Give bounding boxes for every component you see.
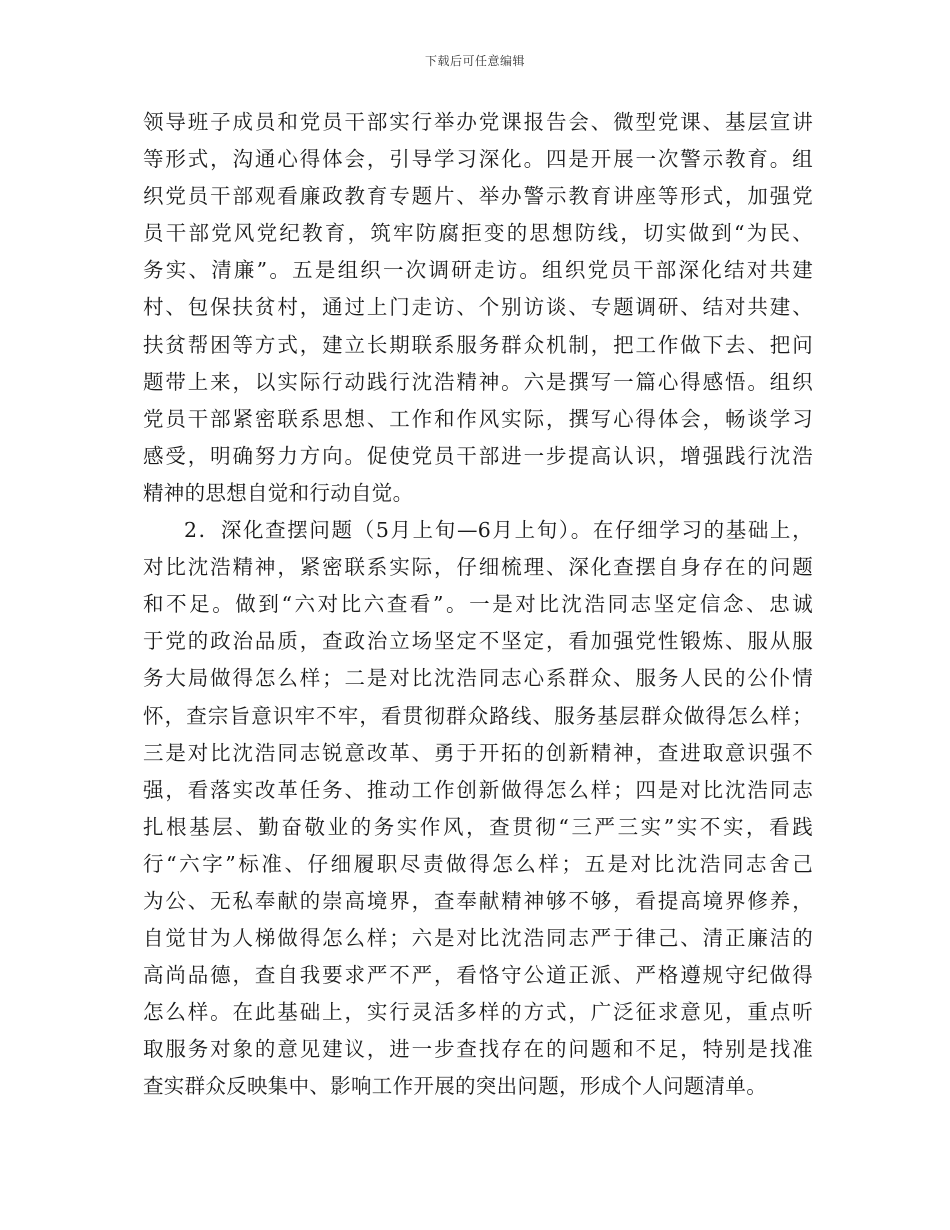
text-line: 怀，查宗旨意识牢不牢，看贯彻群众路线、服务基层群众做得怎么样； — [143, 703, 813, 728]
text-line: 扶贫帮困等方式，建立长期联系服务群众机制，把工作做下去、把问 — [143, 332, 813, 357]
text-line: 员干部党风党纪教育，筑牢防腐拒变的思想防线，切实做到“为民、 — [143, 221, 813, 246]
text-line: 务大局做得怎么样；二是对比沈浩同志心系群众、服务人民的公仆情 — [143, 666, 813, 691]
text-line: 自觉甘为人梯做得怎么样；六是对比沈浩同志严于律己、清正廉洁的 — [143, 926, 813, 951]
text-line: 取服务对象的意见建议，进一步查找存在的问题和不足，特别是找准 — [143, 1037, 813, 1062]
text-line: 扎根基层、勤奋敬业的务实作风，查贯彻“三严三实”实不实，看践 — [143, 814, 813, 839]
paragraph-2 — [143, 512, 813, 1106]
text-line: 精神的思想自觉和行动自觉。 — [143, 480, 414, 505]
text-line: 高尚品德，查自我要求严不严，看恪守公道正派、严格遵规守纪做得 — [143, 963, 813, 988]
document-body — [143, 104, 813, 1106]
text-line: 题带上来，以实际行动践行沈浩精神。六是撰写一篇心得感悟。组织 — [143, 369, 813, 394]
text-line: 领导班子成员和党员干部实行举办党课报告会、微型党课、基层宣讲 — [143, 110, 813, 134]
text-line: 三是对比沈浩同志锐意改革、勇于开拓的创新精神，查进取意识强不 — [143, 740, 813, 765]
text-line: 感受，明确努力方向。促使党员干部进一步提高认识，增强践行沈浩 — [143, 443, 813, 468]
page-header: 下载后可任意编辑 — [424, 54, 525, 68]
text-line: 于党的政治品质，查政治立场坚定不坚定，看加强党性锻炼、服从服 — [143, 629, 813, 654]
text-line: 为公、无私奉献的崇高境界，查奉献精神够不够，看提高境界修养， — [143, 888, 813, 913]
text-line: 对比沈浩精神，紧密联系实际，仔细梳理、深化查摆自身存在的问题 — [143, 555, 813, 580]
text-line: 村、包保扶贫村，通过上门走访、个别访谈、专题调研、结对共建、 — [143, 295, 813, 320]
text-line: 织党员干部观看廉政教育专题片、举办警示教育讲座等形式，加强党 — [143, 184, 813, 209]
paragraph-1 — [143, 104, 813, 512]
text-line: 2．深化查摆问题（5月上旬—6月上旬）。在仔细学习的基础上， — [184, 518, 813, 543]
text-line: 务实、清廉”。五是组织一次调研走访。组织党员干部深化结对共建 — [143, 258, 813, 283]
text-line: 党员干部紧密联系思想、工作和作风实际，撰写心得体会，畅谈学习 — [143, 406, 813, 431]
text-line: 和不足。做到“六对比六查看”。一是对比沈浩同志坚定信念、忠诚 — [143, 592, 813, 617]
text-line: 查实群众反映集中、影响工作开展的突出问题，形成个人问题清单。 — [143, 1074, 767, 1099]
text-line: 怎么样。在此基础上，实行灵活多样的方式，广泛征求意见，重点听 — [143, 1000, 813, 1025]
text-line: 行“六字”标准、仔细履职尽责做得怎么样；五是对比沈浩同志舍己 — [143, 851, 813, 876]
text-line: 强，看落实改革任务、推动工作创新做得怎么样；四是对比沈浩同志 — [143, 777, 813, 802]
text-line: 等形式，沟通心得体会，引导学习深化。四是开展一次警示教育。组 — [143, 147, 813, 172]
